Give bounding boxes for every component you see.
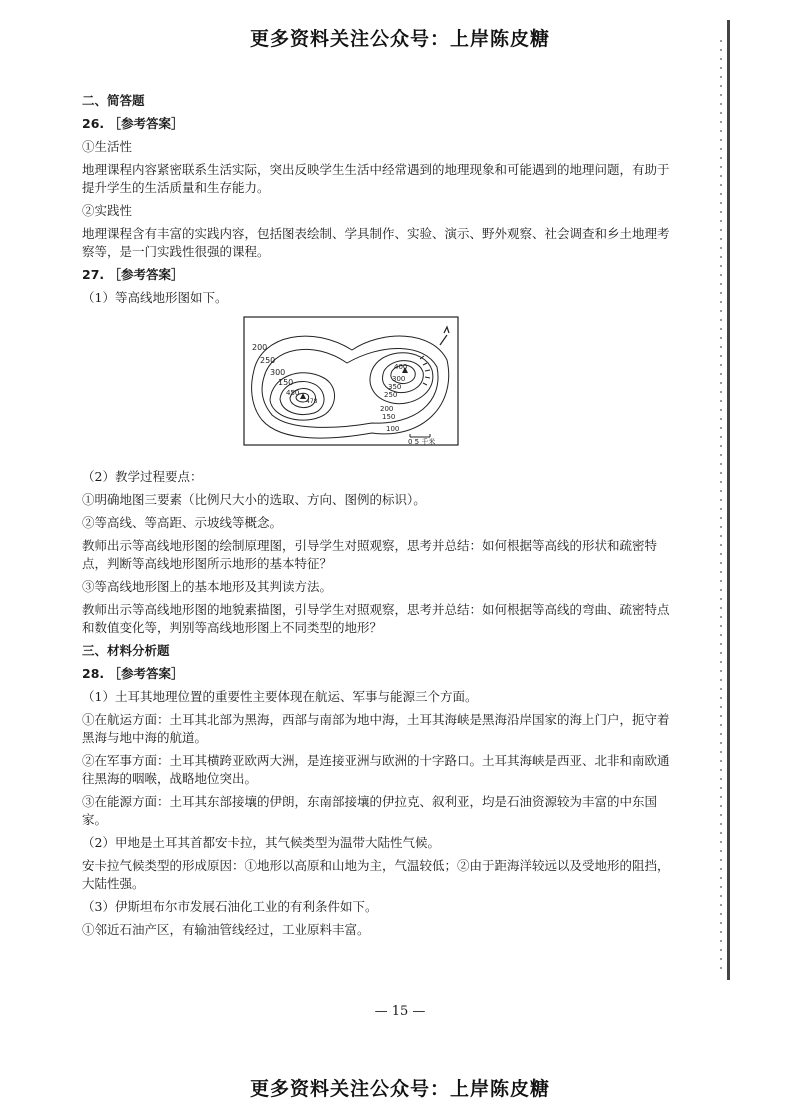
contour-label: 250 [260,356,276,365]
section-heading: 三、材料分析题 [82,643,170,658]
section-block-2 [82,468,670,939]
binding-dots [720,40,722,970]
contour-label: 350 [388,383,402,391]
paragraph-line: ①在航运方面：土耳其北部为黑海，西部与南部为地中海，土耳其海峡是黑海沿岸国家的海上门户，扼守着黑海与地中海的航道。 [82,712,670,745]
peak-elevation-label: 478 [306,398,318,405]
section-heading: 二、简答题 [82,93,145,108]
paragraph-line: 安卡拉气候类型的形成原因：①地形以高原和山地为主，气温较低；②由于距海洋较远以及受地形的阻挡，大陆性强。 [82,858,670,891]
paragraph-line: ②实践性 [82,203,133,218]
contour-label: 150 [278,378,294,387]
contour-label: 200 [380,405,394,413]
paragraph-line: 地理课程内容紧密联系生活实际，突出反映学生生活中经常遇到的地理现象和可能遇到的地理问题，有助于提升学生的生活质量和生存能力。 [82,162,670,195]
contour-label: 200 [252,343,268,352]
section-heading: 27. ［参考答案］ [82,267,184,282]
contour-label: 300 [270,368,286,377]
contour-label: 300 [392,375,406,383]
contour-label: 100 [386,425,400,433]
paragraph-line: 教师出示等高线地形图的地貌素描图，引导学生对照观察，思考并总结：如何根据等高线的弯曲、疏密特点和数值变化等，判别等高线地形图上不同类型的地形？ [82,602,670,635]
paragraph-line: （2）甲地是土耳其首都安卡拉，其气候类型为温带大陆性气候。 [82,835,440,850]
contour-label: 450 [286,389,300,397]
contour-label: 250 [384,391,398,399]
contour-map-figure [242,315,462,460]
section-heading: 28. ［参考答案］ [82,666,184,681]
paragraph-line: 教师出示等高线地形图的绘制原理图，引导学生对照观察，思考并总结：如何根据等高线的形状和疏密特点，判断等高线地形图所示地形的基本特征？ [82,538,658,571]
paragraph-line: ③等高线地形图上的基本地形及其判读方法。 [82,579,333,594]
contour-label: 150 [382,413,396,421]
paragraph-line: ①邻近石油产区，有输油管线经过，工业原料丰富。 [82,922,370,937]
contour-label: 400 [394,363,408,371]
page-content [82,92,670,944]
paragraph-line: ②在军事方面：土耳其横跨亚欧两大洲，是连接亚洲与欧洲的十字路口。土耳其海峡是西亚、北非和南欧通往黑海的咽喉，战略地位突出。 [82,753,670,786]
paragraph-line: （3）伊斯坦布尔市发展石油化工业的有利条件如下。 [82,899,378,914]
paragraph-line: （1）土耳其地理位置的重要性主要体现在航运、军事与能源三个方面。 [82,689,478,704]
paragraph-line: 地理课程含有丰富的实践内容，包括图表绘制、学具制作、实验、演示、野外观察、社会调查和乡土地理考察等，是一门实践性很强的课程。 [82,226,670,259]
section-block-1 [82,92,670,307]
binding-edge [727,20,730,980]
contour-map-svg [242,315,462,460]
paragraph-line: ③在能源方面：土耳其东部接壤的伊朗，东南部接壤的伊拉克、叙利亚，均是石油资源较为丰富的中东国家。 [82,794,658,827]
section-heading: 26. ［参考答案］ [82,116,184,131]
header-banner: 更多资料关注公众号：上岸陈皮糖 [249,28,550,50]
paragraph-line: ①明确地图三要素（比例尺大小的选取、方向、图例的标识）。 [82,492,426,507]
paragraph-line: ①生活性 [82,139,133,154]
paragraph-line: ②等高线、等高距、示坡线等概念。 [82,515,283,530]
paragraph-line: （1）等高线地形图如下。 [82,290,228,305]
paragraph-line: （2）教学过程要点： [82,469,203,484]
page-number: — 15 — [374,1004,426,1019]
footer-banner: 更多资料关注公众号：上岸陈皮糖 [249,1078,550,1100]
scale-label: 0 5 千米 [408,438,436,446]
